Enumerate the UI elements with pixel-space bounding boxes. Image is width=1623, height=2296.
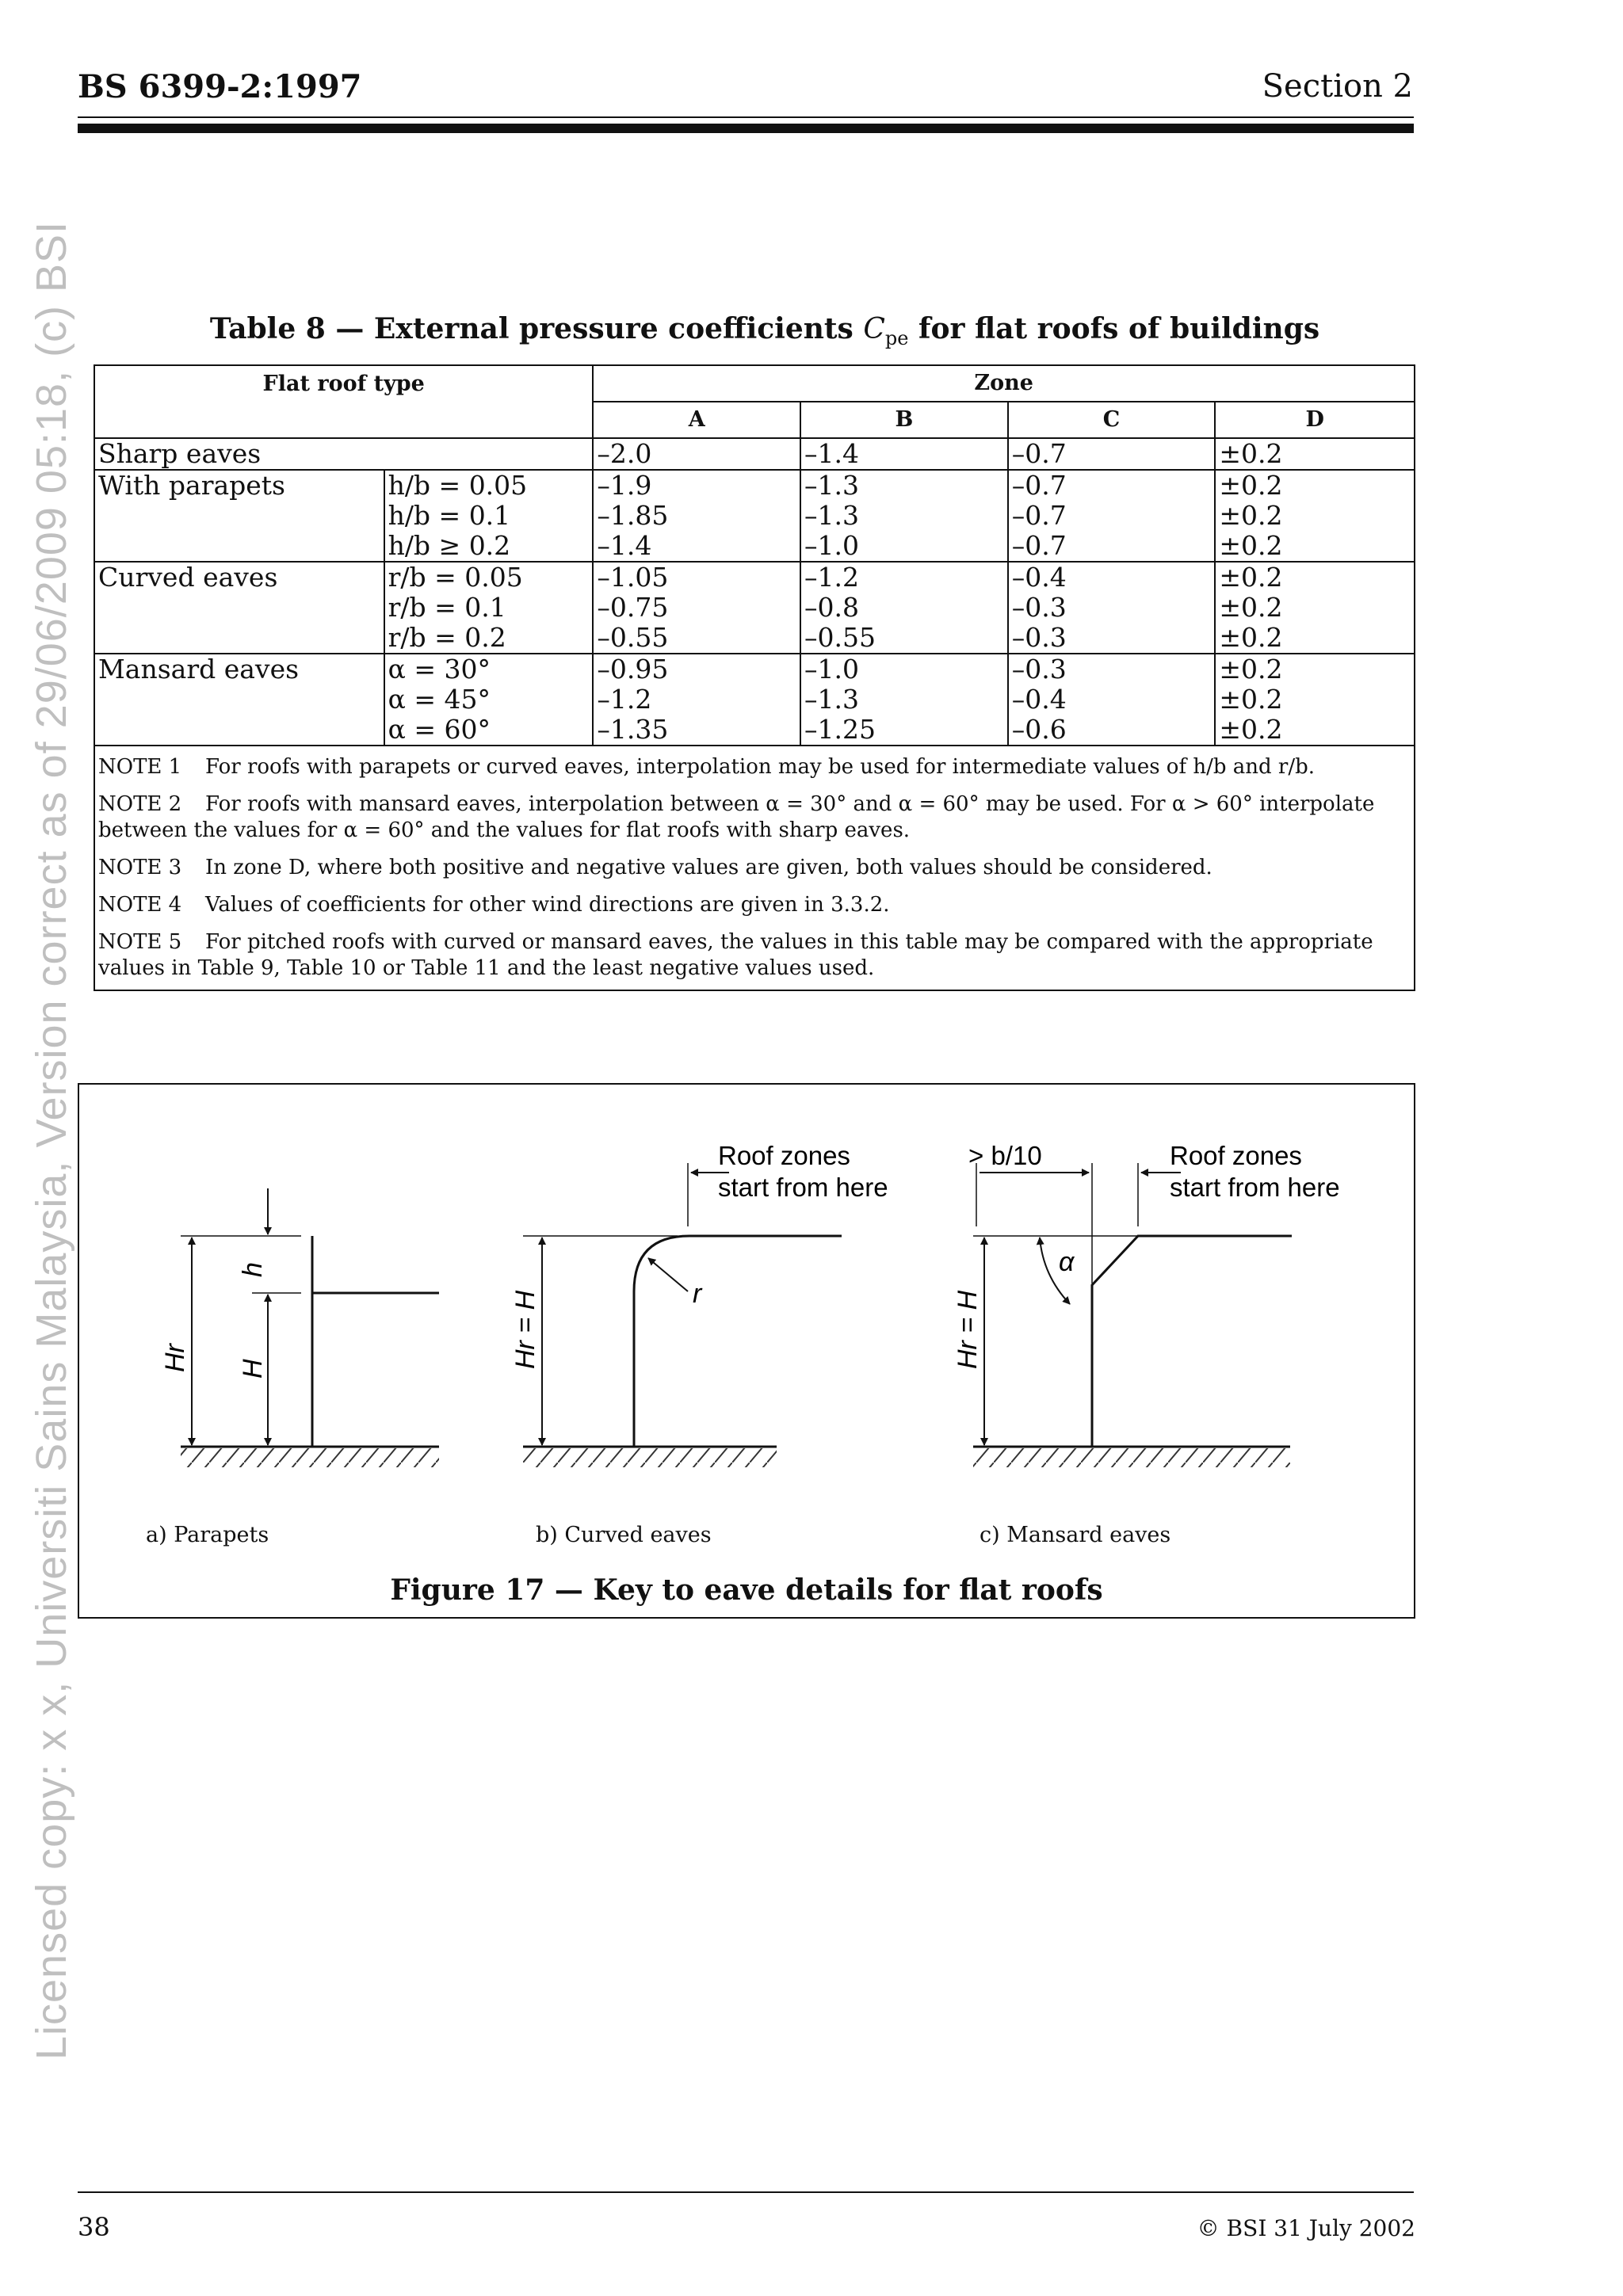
note-text: Values of coefficients for other wind directions are given in 3.3.2. — [205, 893, 890, 917]
cell-value: ±0.2 — [1219, 592, 1283, 623]
cell-value: –1.2 — [804, 562, 860, 593]
cell-value: –0.3 — [1011, 592, 1067, 623]
label-hr-equals-h: Hr = H — [510, 1290, 540, 1369]
cell-value: –0.95 — [597, 654, 669, 685]
cell-value: ±0.2 — [1219, 470, 1283, 501]
cell-value: ±0.2 — [1219, 714, 1283, 745]
cell-value: –0.8 — [804, 592, 860, 623]
cell-value: h/b = 0.05 — [388, 470, 528, 501]
cell-value: –0.7 — [1011, 530, 1067, 561]
cell-value: –0.4 — [1011, 562, 1067, 593]
cell-value: –1.25 — [804, 714, 876, 745]
col-header-zone: Zone — [593, 365, 1415, 402]
table-caption-post: for flat roofs of buildings — [908, 312, 1320, 345]
cell-value: r/b = 0.1 — [388, 592, 506, 623]
subfigure-label-curved: b) Curved eaves — [536, 1523, 712, 1547]
table-caption-subscript: pe — [884, 327, 909, 350]
cell-value: –1.2 — [597, 684, 652, 715]
label-roof-zones: Roof zones — [718, 1141, 850, 1170]
license-watermark: Licensed copy: x x, Universiti Sains Malaysia, Version correct as of 29/06/2009 05:18, (c) BSI — [28, 220, 75, 2060]
cell-value: –1.3 — [804, 684, 860, 715]
cell-value: –0.55 — [804, 622, 876, 653]
note-text: In zone D, where both positive and negative values are given, both values should be considered. — [205, 856, 1212, 879]
cell-value: –1.35 — [597, 714, 669, 745]
zone-header-a: A — [593, 402, 800, 438]
cell-value: –1.9 — [597, 470, 652, 501]
ground-hatch — [181, 1448, 439, 1467]
label-H: H — [238, 1359, 268, 1379]
section-label: Section 2 — [1262, 68, 1413, 105]
cell-value: ±0.2 — [1219, 530, 1283, 561]
note-text: For roofs with parapets or curved eaves, interpolation may be used for intermediate values of h/b and r/b. — [205, 755, 1316, 779]
cell-value: –1.3 — [804, 470, 860, 501]
cell-value: ±0.2 — [1219, 438, 1283, 469]
roof-type-cell: Sharp eaves — [94, 438, 593, 470]
footer-copyright: © BSI 31 July 2002 — [1197, 2215, 1415, 2241]
mansard-eaves-diagram — [973, 1163, 1292, 1467]
label-hr-equals-h: Hr = H — [953, 1290, 983, 1369]
cell-value: h/b ≥ 0.2 — [388, 530, 511, 561]
cell-value: ±0.2 — [1219, 500, 1283, 531]
ground-hatch — [523, 1448, 777, 1467]
note-label: NOTE 5 — [98, 930, 182, 954]
cell-value: –0.7 — [1011, 438, 1067, 469]
cell-value: –1.4 — [804, 438, 860, 469]
cell-value: –0.7 — [1011, 500, 1067, 531]
note-text: For roofs with mansard eaves, interpolation between α = 30° and α = 60° may be used. For α > 60° interpolate between the values for α = 60° and the values for flat roofs with sharp eaves. — [98, 792, 1375, 842]
mansard-wall-roof — [1092, 1236, 1292, 1447]
cell-value: r/b = 0.2 — [388, 622, 506, 653]
radius-arrow — [648, 1258, 688, 1291]
cell-value: –0.3 — [1011, 622, 1067, 653]
curved-wall-roof — [634, 1236, 842, 1447]
roof-type-cell: Mansard eaves — [94, 654, 384, 746]
cell-value: –0.6 — [1011, 714, 1067, 745]
cell-value: –0.4 — [1011, 684, 1067, 715]
cell-value: –2.0 — [597, 438, 652, 469]
parapet-diagram — [181, 1188, 439, 1467]
zone-header-b: B — [800, 402, 1008, 438]
cell-value: –1.3 — [804, 500, 860, 531]
cell-value: –1.0 — [804, 530, 860, 561]
cell-value: –1.4 — [597, 530, 652, 561]
cell-value: –1.0 — [804, 654, 860, 685]
cell-value: r/b = 0.05 — [388, 562, 523, 593]
cell-value: –0.7 — [1011, 470, 1067, 501]
label-alpha: α — [1059, 1247, 1075, 1277]
cell-value: α = 60° — [388, 714, 491, 745]
label-b10: > b/10 — [968, 1141, 1042, 1170]
label-h: h — [238, 1262, 268, 1277]
page-number: 38 — [78, 2212, 110, 2242]
cell-value: –0.55 — [597, 622, 669, 653]
label-hr: Hr — [160, 1344, 190, 1372]
roof-type-cell: Curved eaves — [94, 562, 384, 654]
roof-type-cell: With parapets — [94, 470, 384, 562]
zone-header-c: C — [1008, 402, 1216, 438]
footer-rule — [78, 2191, 1414, 2193]
figure-caption: Figure 17 — Key to eave details for flat roofs — [390, 1573, 1103, 1607]
cell-value: h/b = 0.1 — [388, 500, 511, 531]
col-header-flat-roof-type: Flat roof type — [94, 365, 593, 438]
cell-value: –1.05 — [597, 562, 669, 593]
cell-value: –0.75 — [597, 592, 669, 623]
document-standard-id: BS 6399-2:1997 — [78, 68, 362, 105]
label-roof-zones: Roof zones — [1170, 1141, 1302, 1170]
cell-value: α = 45° — [388, 684, 491, 715]
zone-header-d: D — [1215, 402, 1415, 438]
table-caption-symbol: C — [863, 313, 885, 345]
cell-value: ±0.2 — [1219, 684, 1283, 715]
note-label: NOTE 2 — [98, 792, 182, 816]
note-text: For pitched roofs with curved or mansard eaves, the values in this table may be compared with the appropriate values in Table 9, Table 10 or Table 11 and the least negative values used. — [98, 930, 1373, 980]
cell-value: ±0.2 — [1219, 562, 1283, 593]
label-start-from-here: start from here — [718, 1173, 888, 1202]
label-r: r — [693, 1279, 702, 1309]
cell-value: α = 30° — [388, 654, 491, 685]
label-start-from-here: start from here — [1170, 1173, 1340, 1202]
subfigure-label-mansard: c) Mansard eaves — [980, 1523, 1171, 1547]
cell-value: –0.3 — [1011, 654, 1067, 685]
curved-eaves-diagram — [523, 1163, 842, 1467]
cell-value: ±0.2 — [1219, 622, 1283, 653]
note-label: NOTE 3 — [98, 856, 182, 879]
table-caption-pre: Table 8 — External pressure coefficients — [209, 312, 864, 345]
cell-value: ±0.2 — [1219, 654, 1283, 685]
ground-hatch — [973, 1448, 1290, 1467]
note-label: NOTE 4 — [98, 893, 182, 917]
subfigure-label-parapets: a) Parapets — [146, 1523, 269, 1547]
cell-value: –1.85 — [597, 500, 669, 531]
note-label: NOTE 1 — [98, 755, 182, 779]
